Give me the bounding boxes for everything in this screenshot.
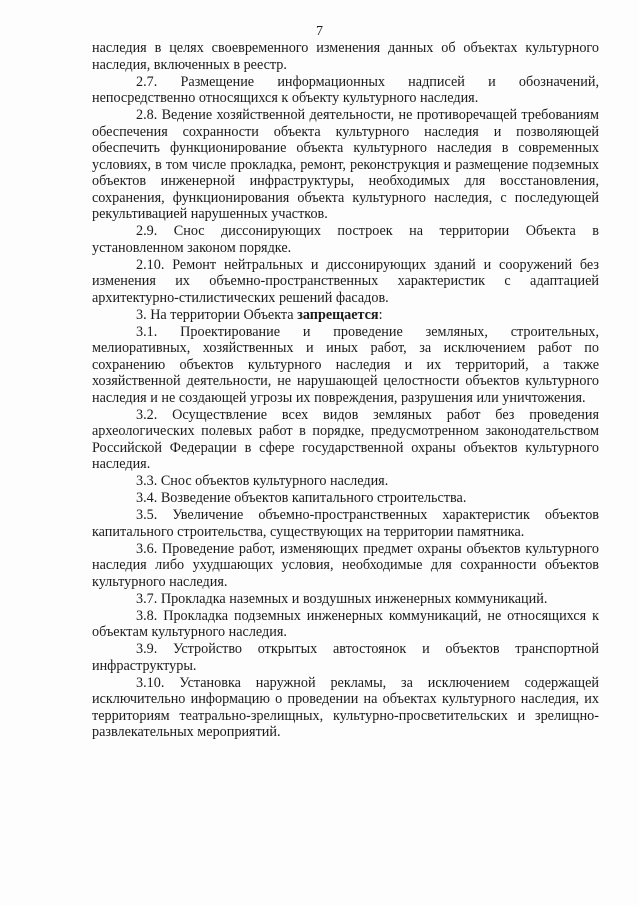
paragraph-3-9: 3.9. Устройство открытых автостоянок и объектов транспортной инфраструктуры.	[92, 641, 599, 674]
paragraph-3-2: 3.2. Осуществление всех видов земляных работ без проведения археологических полевых работ в порядке, предусмотренном законодательством Российской Федерации в сфере государственной охраны объектов культурного наследия.	[92, 406, 599, 472]
paragraph-2-9: 2.9. Снос диссонирующих построек на территории Объекта в установленном законом порядке.	[92, 223, 599, 256]
paragraph-3-8: 3.8. Прокладка подземных инженерных коммуникаций, не относящихся к объектам культурного наследия.	[92, 607, 599, 640]
section-3-heading-prefix: 3. На территории Объекта	[136, 306, 298, 323]
paragraph-3-5: 3.5. Увеличение объемно-пространственных характеристик объектов капитального строительства, существующих на территории памятника.	[92, 507, 599, 540]
paragraph-2-10: 2.10. Ремонт нейтральных и диссонирующих зданий и сооружений без изменения их объемно-пространственных характеристик с адаптацией архитектурно-стилистических решений фасадов.	[92, 256, 599, 306]
paragraph-continuation: наследия в целях своевременного изменения данных об объектах культурного наследия, включенных в реестр.	[92, 40, 599, 73]
paragraph-3-4: 3.4. Возведение объектов капитального строительства.	[136, 490, 467, 506]
paragraph-2-7: 2.7. Размещение информационных надписей и обозначений, непосредственно относящихся к объекту культурного наследия.	[92, 73, 599, 106]
paragraph-3-6: 3.6. Проведение работ, изменяющих предмет охраны объектов культурного наследия либо ухудшающих условия, необходимые для сохранности объектов культурного наследия.	[92, 540, 599, 590]
paragraph-3-3: 3.3. Снос объектов культурного наследия.	[136, 473, 389, 489]
paragraph-2-8: 2.8. Ведение хозяйственной деятельности, не противоречащей требованиям обеспечения сохранности объекта культурного наследия и позволяющей обеспечить функционирование объекта культурного наследия в современных условиях, в том числе прокладка, ремонт, реконструкция и размещение подземных объектов инженерной инфраструктуры, необходимых для восстановления, сохранения, функционирования объекта культурного наследия, с последующей рекультивацией нарушенных участков.	[92, 107, 599, 222]
section-3-heading	[92, 307, 599, 324]
paragraph-3-7: 3.7. Прокладка наземных и воздушных инженерных коммуникаций.	[136, 590, 548, 607]
document-body	[92, 40, 599, 741]
paragraph-3-10: 3.10. Установка наружной рекламы, за исключением содержащей исключительно информацию о проведении на объектах культурного наследия, их территориям театрально-зрелищных, культурно-просветительских и зрелищно-развлекательных мероприятий.	[92, 674, 599, 740]
section-3-heading-bold: запрещается	[297, 306, 379, 323]
page-number: 7	[316, 24, 323, 39]
section-3-heading-suffix: :	[378, 306, 383, 323]
paragraph-3-1: 3.1. Проектирование и проведение земляных, строительных, мелиоративных, хозяйственных и иных работ, за исключением работ по сохранению объектов культурного наследия и их территорий, а также хозяйственной деятельности, не нарушающей целостности объектов культурного наследия и не создающей угрозы их повреждения, разрушения или уничтожения.	[92, 323, 599, 406]
